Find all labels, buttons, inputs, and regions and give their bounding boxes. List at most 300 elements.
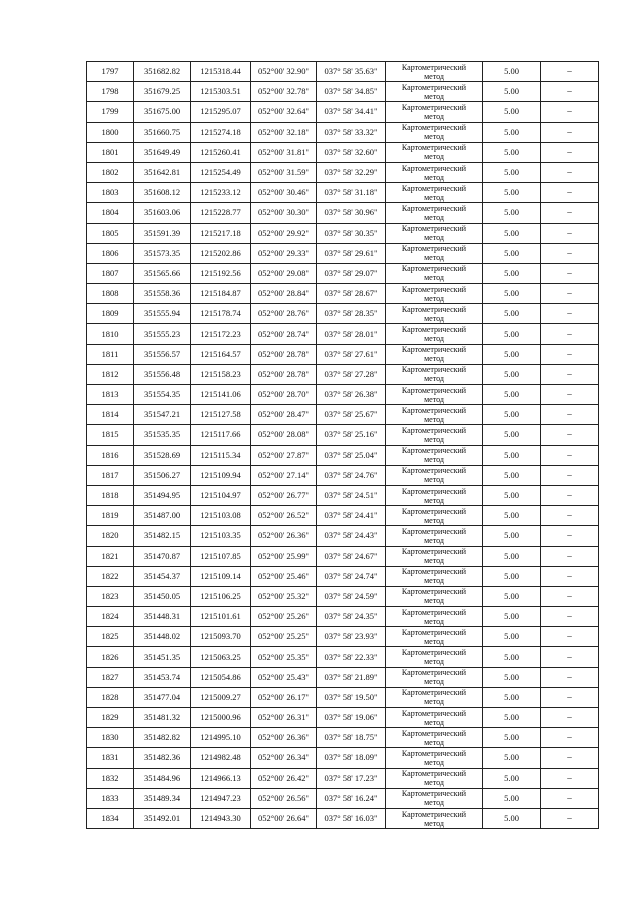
table-row: [87, 162, 599, 182]
x-coordinate-cell: 351558.36: [134, 284, 191, 304]
table-row: [87, 647, 599, 667]
method-cell: [386, 385, 483, 405]
method-cell: [386, 263, 483, 283]
table-row: [87, 203, 599, 223]
longitude-cell: 037° 58' 29.07": [317, 263, 386, 283]
x-coordinate-cell: 351454.37: [134, 566, 191, 586]
accuracy-cell: 5.00: [483, 324, 541, 344]
method-line-1: Картометрический: [401, 607, 467, 617]
table-row: [87, 243, 599, 263]
method-cell: [386, 667, 483, 687]
latitude-cell: 052°00' 26.64": [251, 808, 317, 828]
table-row: [87, 526, 599, 546]
method-line-2: метод: [424, 455, 444, 465]
x-coordinate-cell: 351448.02: [134, 627, 191, 647]
method-line-1: Картометрический: [401, 304, 467, 314]
method-line-1: Картометрический: [401, 587, 467, 597]
longitude-cell: 037° 58' 33.32": [317, 122, 386, 142]
accuracy-cell: 5.00: [483, 385, 541, 405]
accuracy-cell: 5.00: [483, 445, 541, 465]
longitude-cell: 037° 58' 28.67": [317, 284, 386, 304]
method-cell: [386, 687, 483, 707]
point-number-cell: 1825: [87, 627, 134, 647]
table-row: [87, 425, 599, 445]
longitude-cell: 037° 58' 24.59": [317, 586, 386, 606]
method-cell: [386, 223, 483, 243]
y-coordinate-cell: 1215233.12: [191, 183, 251, 203]
method-cell: [386, 627, 483, 647]
note-cell: –: [541, 485, 599, 505]
accuracy-cell: 5.00: [483, 465, 541, 485]
latitude-cell: 052°00' 28.78": [251, 364, 317, 384]
point-number-cell: 1819: [87, 506, 134, 526]
x-coordinate-cell: 351682.82: [134, 62, 191, 82]
longitude-cell: 037° 58' 24.67": [317, 546, 386, 566]
latitude-cell: 052°00' 27.87": [251, 445, 317, 465]
point-number-cell: 1833: [87, 788, 134, 808]
method-line-2: метод: [424, 414, 444, 424]
longitude-cell: 037° 58' 19.50": [317, 687, 386, 707]
latitude-cell: 052°00' 25.43": [251, 667, 317, 687]
point-number-cell: 1834: [87, 808, 134, 828]
method-line-1: Картометрический: [401, 123, 467, 133]
point-number-cell: 1827: [87, 667, 134, 687]
latitude-cell: 052°00' 32.18": [251, 122, 317, 142]
y-coordinate-cell: 1215164.57: [191, 344, 251, 364]
method-line-2: метод: [424, 818, 444, 828]
longitude-cell: 037° 58' 25.04": [317, 445, 386, 465]
longitude-cell: 037° 58' 24.35": [317, 607, 386, 627]
method-line-1: Картометрический: [401, 506, 467, 516]
method-line-2: метод: [424, 111, 444, 121]
method-line-1: Картометрический: [401, 365, 467, 375]
method-line-2: метод: [424, 354, 444, 364]
table-row: [87, 687, 599, 707]
latitude-cell: 052°00' 25.99": [251, 546, 317, 566]
y-coordinate-cell: 1214995.10: [191, 728, 251, 748]
note-cell: –: [541, 445, 599, 465]
method-line-2: метод: [424, 596, 444, 606]
accuracy-cell: 5.00: [483, 748, 541, 768]
method-cell: [386, 506, 483, 526]
method-line-1: Картометрический: [401, 325, 467, 335]
method-cell: [386, 142, 483, 162]
x-coordinate-cell: 351547.21: [134, 405, 191, 425]
accuracy-cell: 5.00: [483, 647, 541, 667]
latitude-cell: 052°00' 32.90": [251, 62, 317, 82]
y-coordinate-cell: 1215063.25: [191, 647, 251, 667]
method-line-1: Картометрический: [401, 143, 467, 153]
accuracy-cell: 5.00: [483, 162, 541, 182]
method-line-2: метод: [424, 212, 444, 222]
y-coordinate-cell: 1215303.51: [191, 82, 251, 102]
longitude-cell: 037° 58' 29.61": [317, 243, 386, 263]
method-line-1: Картометрический: [401, 466, 467, 476]
method-line-1: Картометрический: [401, 809, 467, 819]
note-cell: –: [541, 142, 599, 162]
table-row: [87, 183, 599, 203]
table-row: [87, 708, 599, 728]
method-line-1: Картометрический: [401, 446, 467, 456]
x-coordinate-cell: 351591.39: [134, 223, 191, 243]
point-number-cell: 1828: [87, 687, 134, 707]
method-line-1: Картометрический: [401, 688, 467, 698]
longitude-cell: 037° 58' 18.09": [317, 748, 386, 768]
table-row: [87, 768, 599, 788]
point-number-cell: 1797: [87, 62, 134, 82]
x-coordinate-cell: 351484.96: [134, 768, 191, 788]
method-cell: [386, 768, 483, 788]
table-row: [87, 607, 599, 627]
note-cell: –: [541, 728, 599, 748]
method-line-1: Картометрический: [401, 668, 467, 678]
point-number-cell: 1798: [87, 82, 134, 102]
y-coordinate-cell: 1215158.23: [191, 364, 251, 384]
method-line-1: Картометрический: [401, 163, 467, 173]
point-number-cell: 1805: [87, 223, 134, 243]
y-coordinate-cell: 1215127.58: [191, 405, 251, 425]
accuracy-cell: 5.00: [483, 788, 541, 808]
x-coordinate-cell: 351679.25: [134, 82, 191, 102]
longitude-cell: 037° 58' 24.43": [317, 526, 386, 546]
note-cell: –: [541, 748, 599, 768]
method-line-1: Картометрический: [401, 62, 467, 72]
note-cell: –: [541, 425, 599, 445]
accuracy-cell: 5.00: [483, 284, 541, 304]
longitude-cell: 037° 58' 27.61": [317, 344, 386, 364]
x-coordinate-cell: 351608.12: [134, 183, 191, 203]
latitude-cell: 052°00' 26.52": [251, 506, 317, 526]
x-coordinate-cell: 351481.32: [134, 708, 191, 728]
accuracy-cell: 5.00: [483, 243, 541, 263]
note-cell: –: [541, 506, 599, 526]
y-coordinate-cell: 1215009.27: [191, 687, 251, 707]
method-cell: [386, 243, 483, 263]
x-coordinate-cell: 351451.35: [134, 647, 191, 667]
longitude-cell: 037° 58' 16.03": [317, 808, 386, 828]
latitude-cell: 052°00' 26.77": [251, 485, 317, 505]
method-line-1: Картометрический: [401, 82, 467, 92]
point-number-cell: 1818: [87, 485, 134, 505]
table-row: [87, 223, 599, 243]
method-line-2: метод: [424, 152, 444, 162]
x-coordinate-cell: 351450.05: [134, 586, 191, 606]
table-row: [87, 627, 599, 647]
x-coordinate-cell: 351675.00: [134, 102, 191, 122]
point-number-cell: 1815: [87, 425, 134, 445]
point-number-cell: 1820: [87, 526, 134, 546]
x-coordinate-cell: 351554.35: [134, 385, 191, 405]
note-cell: –: [541, 405, 599, 425]
x-coordinate-cell: 351506.27: [134, 465, 191, 485]
table-row: [87, 62, 599, 82]
note-cell: –: [541, 62, 599, 82]
method-cell: [386, 425, 483, 445]
latitude-cell: 052°00' 26.36": [251, 728, 317, 748]
latitude-cell: 052°00' 29.92": [251, 223, 317, 243]
method-line-1: Картометрический: [401, 244, 467, 254]
longitude-cell: 037° 58' 25.67": [317, 405, 386, 425]
table-row: [87, 385, 599, 405]
x-coordinate-cell: 351642.81: [134, 162, 191, 182]
x-coordinate-cell: 351492.01: [134, 808, 191, 828]
accuracy-cell: 5.00: [483, 203, 541, 223]
note-cell: –: [541, 364, 599, 384]
method-line-2: метод: [424, 495, 444, 505]
note-cell: –: [541, 324, 599, 344]
longitude-cell: 037° 58' 35.63": [317, 62, 386, 82]
note-cell: –: [541, 586, 599, 606]
method-line-2: метод: [424, 535, 444, 545]
note-cell: –: [541, 465, 599, 485]
latitude-cell: 052°00' 32.64": [251, 102, 317, 122]
table-row: [87, 586, 599, 606]
method-line-2: метод: [424, 71, 444, 81]
accuracy-cell: 5.00: [483, 425, 541, 445]
method-line-2: метод: [424, 757, 444, 767]
x-coordinate-cell: 351482.36: [134, 748, 191, 768]
table-row: [87, 546, 599, 566]
method-line-1: Картометрический: [401, 264, 467, 274]
note-cell: –: [541, 667, 599, 687]
point-number-cell: 1823: [87, 586, 134, 606]
point-number-cell: 1817: [87, 465, 134, 485]
accuracy-cell: 5.00: [483, 263, 541, 283]
method-cell: [386, 586, 483, 606]
point-number-cell: 1830: [87, 728, 134, 748]
latitude-cell: 052°00' 32.78": [251, 82, 317, 102]
longitude-cell: 037° 58' 16.24": [317, 788, 386, 808]
x-coordinate-cell: 351555.23: [134, 324, 191, 344]
method-cell: [386, 364, 483, 384]
method-line-2: метод: [424, 253, 444, 263]
y-coordinate-cell: 1215184.87: [191, 284, 251, 304]
method-line-1: Картометрический: [401, 748, 467, 758]
point-number-cell: 1802: [87, 162, 134, 182]
longitude-cell: 037° 58' 17.23": [317, 768, 386, 788]
note-cell: –: [541, 82, 599, 102]
method-cell: [386, 445, 483, 465]
point-number-cell: 1808: [87, 284, 134, 304]
point-number-cell: 1832: [87, 768, 134, 788]
method-line-2: метод: [424, 556, 444, 566]
method-cell: [386, 728, 483, 748]
method-line-2: метод: [424, 778, 444, 788]
method-line-2: метод: [424, 616, 444, 626]
method-line-1: Картометрический: [401, 345, 467, 355]
method-cell: [386, 162, 483, 182]
note-cell: –: [541, 223, 599, 243]
y-coordinate-cell: 1215254.49: [191, 162, 251, 182]
x-coordinate-cell: 351482.82: [134, 728, 191, 748]
latitude-cell: 052°00' 28.70": [251, 385, 317, 405]
method-cell: [386, 203, 483, 223]
table-row: [87, 445, 599, 465]
table-row: [87, 364, 599, 384]
point-number-cell: 1799: [87, 102, 134, 122]
y-coordinate-cell: 1215192.56: [191, 263, 251, 283]
accuracy-cell: 5.00: [483, 586, 541, 606]
method-line-2: метод: [424, 192, 444, 202]
accuracy-cell: 5.00: [483, 546, 541, 566]
point-number-cell: 1826: [87, 647, 134, 667]
latitude-cell: 052°00' 25.26": [251, 607, 317, 627]
method-line-2: метод: [424, 132, 444, 142]
method-cell: [386, 304, 483, 324]
latitude-cell: 052°00' 30.46": [251, 183, 317, 203]
method-cell: [386, 647, 483, 667]
table-row: [87, 263, 599, 283]
latitude-cell: 052°00' 28.08": [251, 425, 317, 445]
accuracy-cell: 5.00: [483, 808, 541, 828]
table-row: [87, 465, 599, 485]
y-coordinate-cell: 1215000.96: [191, 708, 251, 728]
method-line-1: Картометрический: [401, 526, 467, 536]
x-coordinate-cell: 351528.69: [134, 445, 191, 465]
accuracy-cell: 5.00: [483, 344, 541, 364]
latitude-cell: 052°00' 25.32": [251, 586, 317, 606]
note-cell: –: [541, 607, 599, 627]
method-line-2: метод: [424, 515, 444, 525]
y-coordinate-cell: 1215178.74: [191, 304, 251, 324]
method-cell: [386, 748, 483, 768]
point-number-cell: 1811: [87, 344, 134, 364]
x-coordinate-cell: 351535.35: [134, 425, 191, 445]
accuracy-cell: 5.00: [483, 82, 541, 102]
y-coordinate-cell: 1215106.25: [191, 586, 251, 606]
method-line-1: Картометрический: [401, 486, 467, 496]
accuracy-cell: 5.00: [483, 304, 541, 324]
point-number-cell: 1800: [87, 122, 134, 142]
note-cell: –: [541, 344, 599, 364]
latitude-cell: 052°00' 28.76": [251, 304, 317, 324]
accuracy-cell: 5.00: [483, 768, 541, 788]
longitude-cell: 037° 58' 23.93": [317, 627, 386, 647]
method-line-2: метод: [424, 293, 444, 303]
method-line-2: метод: [424, 475, 444, 485]
method-line-2: метод: [424, 657, 444, 667]
point-number-cell: 1822: [87, 566, 134, 586]
method-cell: [386, 788, 483, 808]
y-coordinate-cell: 1215117.66: [191, 425, 251, 445]
method-line-2: метод: [424, 636, 444, 646]
note-cell: –: [541, 183, 599, 203]
table-row: [87, 304, 599, 324]
y-coordinate-cell: 1215295.07: [191, 102, 251, 122]
method-line-2: метод: [424, 374, 444, 384]
accuracy-cell: 5.00: [483, 667, 541, 687]
accuracy-cell: 5.00: [483, 405, 541, 425]
accuracy-cell: 5.00: [483, 102, 541, 122]
y-coordinate-cell: 1215202.86: [191, 243, 251, 263]
method-cell: [386, 324, 483, 344]
table-row: [87, 485, 599, 505]
x-coordinate-cell: 351603.06: [134, 203, 191, 223]
table-row: [87, 808, 599, 828]
x-coordinate-cell: 351573.35: [134, 243, 191, 263]
table-row: [87, 748, 599, 768]
longitude-cell: 037° 58' 26.38": [317, 385, 386, 405]
y-coordinate-cell: 1215274.18: [191, 122, 251, 142]
accuracy-cell: 5.00: [483, 728, 541, 748]
method-line-1: Картометрический: [401, 567, 467, 577]
point-number-cell: 1803: [87, 183, 134, 203]
table-row: [87, 102, 599, 122]
latitude-cell: 052°00' 27.14": [251, 465, 317, 485]
point-number-cell: 1831: [87, 748, 134, 768]
table-row: [87, 142, 599, 162]
note-cell: –: [541, 203, 599, 223]
y-coordinate-cell: 1215093.70: [191, 627, 251, 647]
longitude-cell: 037° 58' 19.06": [317, 708, 386, 728]
x-coordinate-cell: 351555.94: [134, 304, 191, 324]
longitude-cell: 037° 58' 24.41": [317, 506, 386, 526]
x-coordinate-cell: 351565.66: [134, 263, 191, 283]
point-number-cell: 1829: [87, 708, 134, 728]
latitude-cell: 052°00' 28.78": [251, 344, 317, 364]
x-coordinate-cell: 351477.04: [134, 687, 191, 707]
note-cell: –: [541, 284, 599, 304]
method-line-2: метод: [424, 91, 444, 101]
latitude-cell: 052°00' 26.36": [251, 526, 317, 546]
latitude-cell: 052°00' 25.46": [251, 566, 317, 586]
note-cell: –: [541, 708, 599, 728]
point-number-cell: 1814: [87, 405, 134, 425]
method-cell: [386, 62, 483, 82]
note-cell: –: [541, 627, 599, 647]
y-coordinate-cell: 1215141.06: [191, 385, 251, 405]
x-coordinate-cell: 351489.34: [134, 788, 191, 808]
accuracy-cell: 5.00: [483, 364, 541, 384]
longitude-cell: 037° 58' 18.75": [317, 728, 386, 748]
y-coordinate-cell: 1215217.18: [191, 223, 251, 243]
y-coordinate-cell: 1214966.13: [191, 768, 251, 788]
latitude-cell: 052°00' 30.30": [251, 203, 317, 223]
accuracy-cell: 5.00: [483, 566, 541, 586]
longitude-cell: 037° 58' 27.28": [317, 364, 386, 384]
longitude-cell: 037° 58' 28.01": [317, 324, 386, 344]
method-cell: [386, 708, 483, 728]
longitude-cell: 037° 58' 30.35": [317, 223, 386, 243]
latitude-cell: 052°00' 25.35": [251, 647, 317, 667]
method-line-1: Картометрический: [401, 547, 467, 557]
method-line-2: метод: [424, 313, 444, 323]
method-line-1: Картометрический: [401, 769, 467, 779]
point-number-cell: 1806: [87, 243, 134, 263]
longitude-cell: 037° 58' 30.96": [317, 203, 386, 223]
note-cell: –: [541, 546, 599, 566]
x-coordinate-cell: 351487.00: [134, 506, 191, 526]
table-row: [87, 82, 599, 102]
x-coordinate-cell: 351470.87: [134, 546, 191, 566]
longitude-cell: 037° 58' 34.41": [317, 102, 386, 122]
note-cell: –: [541, 263, 599, 283]
latitude-cell: 052°00' 26.34": [251, 748, 317, 768]
method-line-1: Картометрический: [401, 183, 467, 193]
note-cell: –: [541, 385, 599, 405]
y-coordinate-cell: 1215318.44: [191, 62, 251, 82]
y-coordinate-cell: 1215172.23: [191, 324, 251, 344]
note-cell: –: [541, 808, 599, 828]
method-line-1: Картометрический: [401, 648, 467, 658]
note-cell: –: [541, 768, 599, 788]
latitude-cell: 052°00' 29.08": [251, 263, 317, 283]
longitude-cell: 037° 58' 21.89": [317, 667, 386, 687]
method-line-1: Картометрический: [401, 405, 467, 415]
note-cell: –: [541, 243, 599, 263]
y-coordinate-cell: 1215109.14: [191, 566, 251, 586]
y-coordinate-cell: 1215228.77: [191, 203, 251, 223]
